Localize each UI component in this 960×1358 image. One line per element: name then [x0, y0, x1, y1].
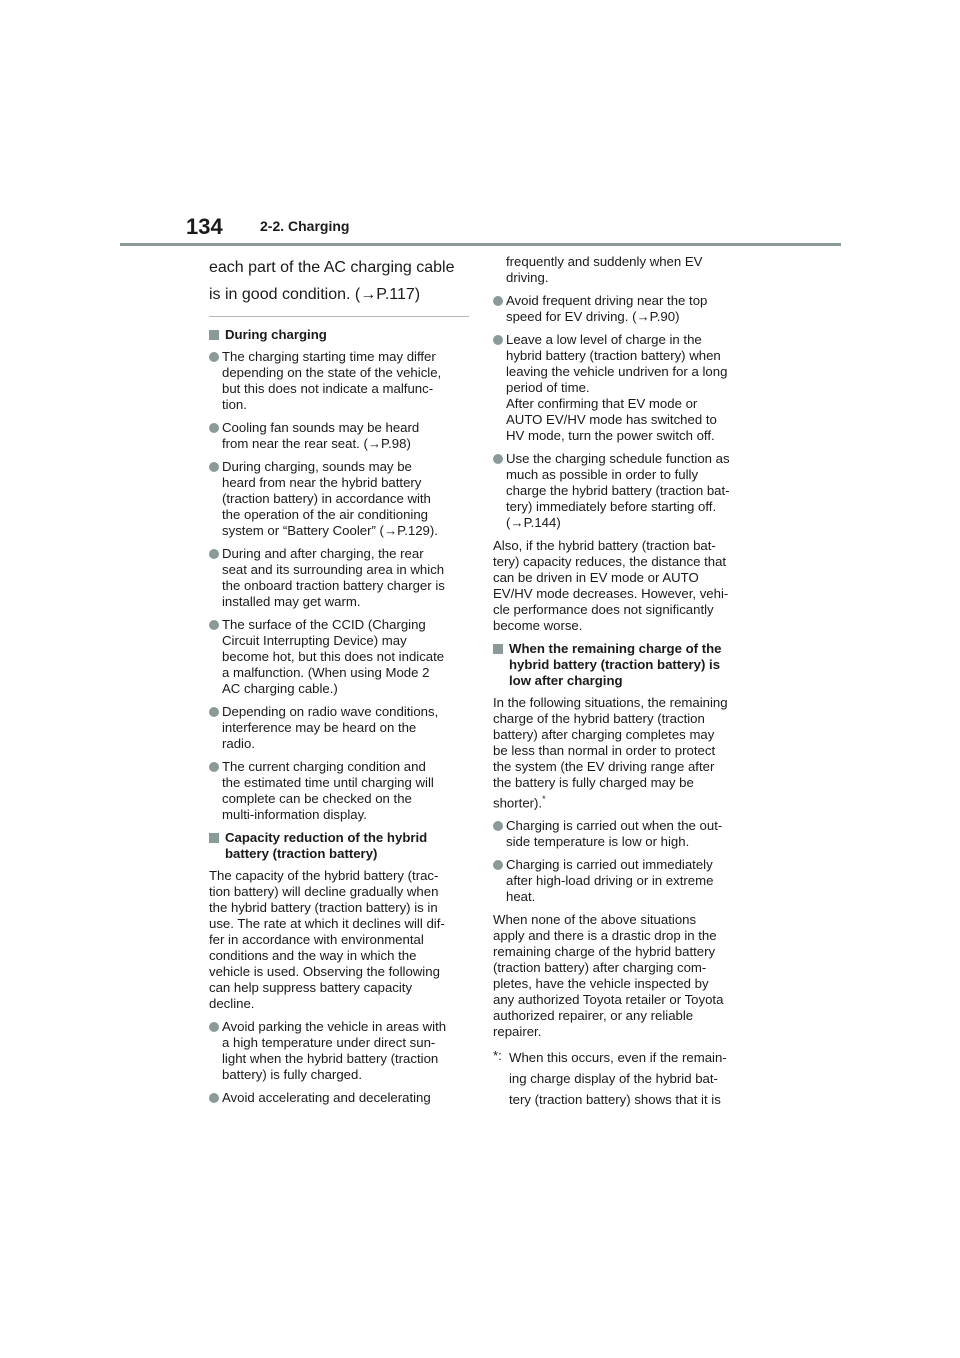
text-line: side temperature is low or high. — [506, 834, 690, 850]
text-line: driving. — [506, 270, 549, 285]
text-line: tion. — [222, 397, 247, 412]
heading-square-icon — [209, 833, 219, 843]
bullet-text — [506, 857, 755, 905]
text-line: the battery is fully charged may be — [493, 775, 694, 790]
text-line: apply and there is a drastic drop in the — [493, 928, 717, 944]
footnote — [493, 1047, 755, 1110]
paragraph — [493, 695, 755, 811]
text-line: conditions and the way in which the — [209, 948, 417, 963]
text-line: pletes, have the vehicle inspected by — [493, 976, 709, 992]
heading-remaining-charge — [493, 641, 755, 689]
bullet-list — [209, 349, 469, 823]
text-line: Avoid accelerating and decelerating — [222, 1090, 431, 1105]
paragraph-lines — [493, 695, 755, 791]
bullet-text — [222, 1019, 469, 1083]
bullet-text — [222, 617, 469, 697]
text-line: much as possible in order to fully — [506, 467, 699, 482]
bullet-item — [209, 759, 469, 823]
text-line: Cooling fan sounds may be heard — [222, 420, 420, 435]
text-line: decline. — [209, 996, 255, 1011]
text-line: from near the rear seat. (→P.98) — [222, 436, 411, 451]
text-line: HV mode, turn the power switch off. — [506, 428, 715, 443]
text-line: cle performance does not significantly — [493, 602, 714, 617]
text-line: system or “Battery Cooler” (→P.129). — [222, 523, 438, 538]
text-line: Avoid frequent driving near the top — [506, 293, 708, 308]
text-line: tery) capacity reduces, the distance that — [493, 554, 727, 569]
bullet-dot-icon — [209, 1022, 219, 1032]
text-line: fer in accordance with environmental — [209, 932, 424, 947]
bullet-dot-icon — [493, 454, 503, 464]
bullet-continuation — [493, 254, 755, 286]
text-line: ing charge display of the hybrid bat- — [509, 1071, 718, 1087]
heading-text — [225, 327, 469, 343]
left-column — [209, 254, 469, 1113]
text-line: Capacity reduction of the hybrid — [225, 830, 428, 845]
text-line: battery) is fully charged. — [222, 1067, 362, 1082]
text-line: When the remaining charge of the — [509, 641, 722, 656]
bullet-text — [222, 349, 469, 413]
lead-paragraph — [209, 254, 469, 308]
text-line: vehicle is used. Observing the following — [209, 964, 440, 979]
text-line: The capacity of the hybrid battery (trac- — [209, 868, 439, 883]
bullet-dot-icon — [493, 296, 503, 306]
bullet-dot-icon — [209, 762, 219, 772]
text-line: tery) immediately before starting off. — [506, 499, 717, 514]
bullet-dot-icon — [493, 821, 503, 831]
page-number: 134 — [186, 214, 223, 239]
last-line-text: shorter). — [493, 795, 543, 811]
bullet-text — [222, 759, 469, 823]
text-line: the estimated time until charging will — [222, 775, 434, 790]
footnote-mark: *: — [493, 1048, 502, 1064]
text-line: depending on the state of the vehicle, — [222, 365, 442, 380]
bullet-text — [506, 451, 755, 531]
text-line: is in good condition. (→P.117) — [209, 286, 421, 303]
text-line: repairer. — [493, 1024, 542, 1040]
text-line: speed for EV driving. (→P.90) — [506, 309, 680, 324]
text-line: During charging, sounds may be — [222, 459, 412, 474]
bullet-item — [209, 349, 469, 413]
text-line: Charging is carried out immediately — [506, 857, 713, 873]
text-line: EV/HV mode decreases. However, vehi- — [493, 586, 729, 601]
text-line: charge of the hybrid battery (traction — [493, 711, 705, 726]
text-line: charge the hybrid battery (traction bat- — [506, 483, 730, 498]
bullet-text — [506, 818, 755, 850]
text-line: Charging is carried out when the out- — [506, 818, 723, 834]
text-line: battery) after charging completes may — [493, 727, 715, 742]
section-title: 2-2. Charging — [260, 218, 350, 234]
heading-square-icon — [493, 644, 503, 654]
text-line: Circuit Interrupting Device) may — [222, 633, 407, 648]
heading-capacity-reduction — [209, 830, 469, 862]
bullet-item — [493, 857, 755, 905]
right-column — [493, 254, 755, 1110]
bullet-item — [209, 459, 469, 539]
text-line: become hot, but this does not indicate — [222, 649, 445, 664]
text-line: a high temperature under direct sun- — [222, 1035, 436, 1050]
bullet-text — [506, 332, 755, 444]
bullet-text — [222, 704, 469, 752]
lead-divider — [209, 316, 469, 317]
text-line: tion battery) will decline gradually when — [209, 884, 439, 899]
bullet-text — [222, 459, 469, 539]
bullet-dot-icon — [493, 335, 503, 345]
text-line: any authorized Toyota retailer or Toyota — [493, 992, 724, 1008]
text-line: battery (traction battery) — [225, 846, 378, 861]
bullet-text — [222, 420, 469, 452]
text-line: be less than normal in order to protect — [493, 743, 716, 758]
bullet-dot-icon — [493, 860, 503, 870]
bullet-text — [222, 1090, 469, 1106]
bullet-item — [209, 617, 469, 697]
text-line: the onboard traction battery charger is — [222, 578, 445, 593]
heading-text — [509, 641, 755, 689]
text-line: Also, if the hybrid battery (traction bat- — [493, 538, 716, 553]
text-line: but this does not indicate a malfunc- — [222, 381, 434, 396]
paragraph-last-line — [493, 791, 755, 811]
text-line: the operation of the air conditioning — [222, 507, 429, 522]
text-line: radio. — [222, 736, 255, 751]
text-line: The charging starting time may differ — [222, 349, 436, 364]
text-line: use. The rate at which it declines will dif- — [209, 916, 445, 931]
bullet-item — [209, 420, 469, 452]
text-line: frequently and suddenly when EV — [506, 254, 703, 269]
bullet-item — [493, 818, 755, 850]
text-line: In the following situations, the remaining — [493, 695, 728, 710]
footnote-marker: * — [542, 794, 546, 804]
text-line: During charging — [225, 327, 327, 342]
text-line: authorized repairer, or any reliable — [493, 1008, 694, 1024]
text-line: When none of the above situations — [493, 912, 697, 928]
bullet-dot-icon — [209, 620, 219, 630]
heading-square-icon — [209, 330, 219, 340]
text-line: tery (traction battery) shows that it is — [509, 1092, 721, 1108]
bullet-item — [209, 704, 469, 752]
text-line: each part of the AC charging cable — [209, 259, 455, 276]
heading-during-charging — [209, 327, 469, 343]
text-line: the hybrid battery (traction battery) is in — [209, 900, 438, 915]
text-line: Leave a low level of charge in the — [506, 332, 702, 347]
text-line: become worse. — [493, 618, 583, 633]
text-line: interference may be heard on the — [222, 720, 417, 735]
paragraph — [209, 868, 469, 1012]
text-line: Avoid parking the vehicle in areas with — [222, 1019, 447, 1034]
text-line: The surface of the CCID (Charging — [222, 617, 426, 632]
text-line: after high-load driving or in extreme — [506, 873, 714, 889]
text-line: hybrid battery (traction battery) is — [509, 657, 721, 672]
bullet-dot-icon — [209, 1093, 219, 1103]
bullet-item — [493, 293, 755, 325]
header-divider — [120, 243, 841, 246]
heading-text — [225, 830, 469, 862]
bullet-item — [493, 332, 755, 444]
text-line: leaving the vehicle undriven for a long — [506, 364, 728, 379]
text-line: hybrid battery (traction battery) when — [506, 348, 721, 363]
text-line: heard from near the hybrid battery — [222, 475, 422, 490]
bullet-item — [209, 546, 469, 610]
footnote-text — [509, 1047, 755, 1110]
bullet-text — [222, 546, 469, 610]
paragraph — [493, 538, 755, 634]
text-line: heat. — [506, 889, 536, 905]
bullet-list — [209, 1019, 469, 1106]
text-line: (traction battery) after charging com- — [493, 960, 707, 976]
bullet-list — [493, 293, 755, 531]
text-line: complete can be checked on the — [222, 791, 412, 806]
text-line: low after charging — [509, 673, 623, 688]
bullet-dot-icon — [209, 352, 219, 362]
text-line: During and after charging, the rear — [222, 546, 424, 561]
text-line: period of time. — [506, 380, 590, 395]
text-line: the system (the EV driving range after — [493, 759, 715, 774]
text-line: a malfunction. (When using Mode 2 — [222, 665, 430, 680]
text-line: (→P.144) — [506, 515, 561, 530]
text-line: Use the charging schedule function as — [506, 451, 730, 466]
bullet-item — [209, 1019, 469, 1083]
bullet-item — [209, 1090, 469, 1106]
text-line: can help suppress battery capacity — [209, 980, 413, 995]
text-line: multi-information display. — [222, 807, 367, 822]
bullet-list — [493, 818, 755, 905]
text-line: installed may get warm. — [222, 594, 361, 609]
text-line: AUTO EV/HV mode has switched to — [506, 412, 717, 427]
text-line: seat and its surrounding area in which — [222, 562, 445, 577]
bullet-item — [493, 451, 755, 531]
text-line: The current charging condition and — [222, 759, 426, 774]
bullet-dot-icon — [209, 423, 219, 433]
bullet-dot-icon — [209, 707, 219, 717]
text-line: After confirming that EV mode or — [506, 396, 698, 411]
paragraph — [493, 912, 755, 1040]
text-line: light when the hybrid battery (traction — [222, 1051, 439, 1066]
text-line: AC charging cable.) — [222, 681, 338, 696]
text-line: Depending on radio wave conditions, — [222, 704, 439, 719]
text-line: can be driven in EV mode or AUTO — [493, 570, 699, 585]
bullet-dot-icon — [209, 549, 219, 559]
bullet-text — [506, 293, 755, 325]
text-line: When this occurs, even if the remain- — [509, 1050, 727, 1066]
text-line: (traction battery) in accordance with — [222, 491, 431, 506]
bullet-dot-icon — [209, 462, 219, 472]
text-line: remaining charge of the hybrid battery — [493, 944, 716, 960]
